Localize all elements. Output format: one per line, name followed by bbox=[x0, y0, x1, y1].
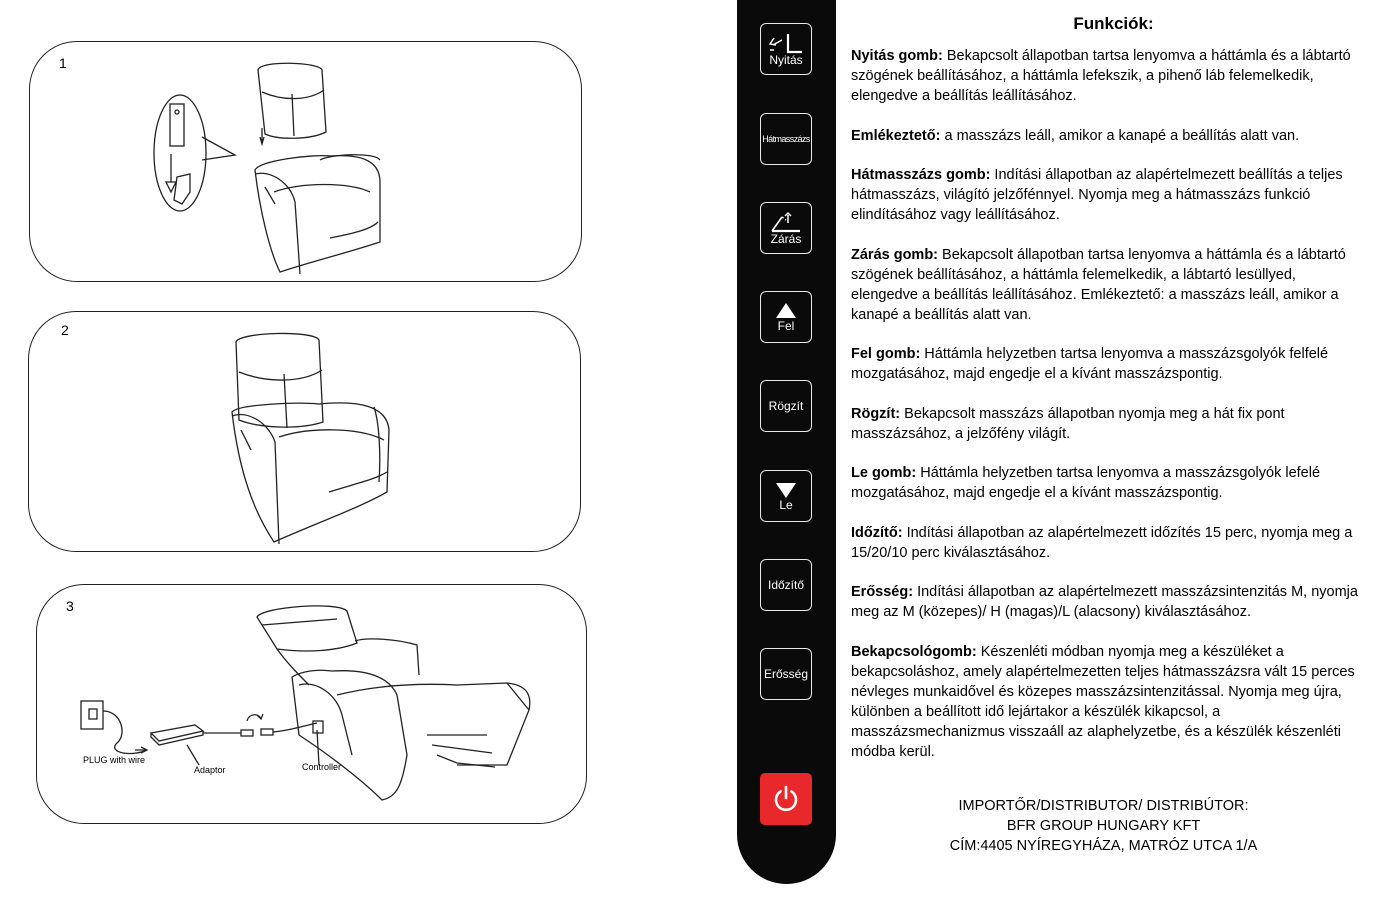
adaptor-label: Adaptor bbox=[194, 765, 226, 775]
recline-open-icon bbox=[768, 32, 804, 54]
open-button-label: Nyitás bbox=[769, 52, 803, 67]
function-term: Zárás gomb: bbox=[851, 246, 939, 263]
function-item bbox=[851, 523, 1366, 563]
function-text: Indítási állapotban az alapértelmezett masszázsintenzitás M, nyomja meg az M (közepes)/ H (magas)/L (alacsony) kiválasztásához. bbox=[851, 584, 1358, 620]
triangle-up-icon bbox=[775, 302, 797, 320]
recline-close-icon bbox=[768, 211, 804, 233]
fix-button-label: Rögzít bbox=[768, 398, 804, 413]
function-term: Hátmasszázs gomb: bbox=[851, 167, 991, 183]
function-text: Bekapcsolt állapotban tartsa lenyomva a háttámla és a lábtartó szögének beállításához, a háttámla felemelkedik, a lábtartó lesüllyed, elengedve a beállítás leállításához. Emlékeztető: a masszázs leáll, amikor a kanapé a beállítás alatt van. bbox=[851, 246, 1346, 323]
functions-title: Funkciók: bbox=[1073, 14, 1154, 33]
up-button-label: Fel bbox=[777, 318, 795, 333]
function-term: Nyitás gomb: bbox=[851, 48, 943, 64]
down-button[interactable] bbox=[760, 470, 812, 522]
function-item bbox=[851, 245, 1366, 325]
function-text: Bekapcsolt masszázs állapotban nyomja meg a hát fix pont masszázsához, a jelzőfény világít. bbox=[851, 405, 1285, 442]
intensity-button[interactable] bbox=[760, 648, 812, 700]
plug-label: PLUG with wire bbox=[83, 755, 146, 765]
function-term: Erősség: bbox=[851, 584, 914, 600]
assembled-chair-illustration bbox=[29, 312, 582, 553]
back-massage-button[interactable] bbox=[760, 113, 812, 165]
function-term: Fel gomb: bbox=[851, 346, 921, 362]
intensity-button-label: Erősség bbox=[763, 666, 809, 681]
up-button[interactable] bbox=[760, 291, 812, 343]
function-term: Emlékeztető: bbox=[851, 127, 941, 144]
importer-line: IMPORTŐR/DISTRIBUTOR/ DISTRIBÚTOR: bbox=[958, 798, 1249, 814]
backrest-attach-illustration bbox=[30, 42, 583, 283]
function-item bbox=[851, 642, 1366, 762]
function-item bbox=[851, 404, 1366, 444]
function-text: Készenléti módban nyomja meg a készüléket a bekapcsoláshoz, amely alapértelmezetten teljes hátmasszázsra vált 15 perces névleges munkaidővel és közepes masszázsintenzitással. Nyomja meg újra, különben a beállított idő lejártakor a készülék kikapcsol, a masszázsmechanizmus visszaáll az alaphelyzetbe, és a készülék készenléti módba kerül. bbox=[851, 643, 1355, 760]
assembly-step-3-panel bbox=[36, 584, 587, 824]
power-button[interactable] bbox=[760, 773, 812, 825]
power-icon bbox=[771, 784, 801, 814]
step-number: 1 bbox=[59, 55, 67, 71]
function-item bbox=[851, 463, 1366, 503]
function-term: Rögzít: bbox=[851, 405, 901, 422]
function-text: Háttámla helyzetben tartsa lenyomva a masszázsgolyók lefelé mozgatásához, majd engedje el a kívánt masszázspontig. bbox=[851, 465, 1321, 501]
close-button-label: Zárás bbox=[770, 231, 802, 246]
importer-company: BFR GROUP HUNGARY KFT bbox=[1006, 818, 1201, 834]
function-item bbox=[851, 344, 1366, 384]
step-number: 3 bbox=[66, 598, 74, 614]
open-button[interactable] bbox=[760, 23, 812, 75]
function-term: Le gomb: bbox=[851, 465, 917, 481]
functions-section bbox=[851, 12, 1366, 781]
importer-address: CÍM:4405 NYÍREGYHÁZA, MATRÓZ UTCA 1/A bbox=[949, 838, 1258, 854]
function-term: Bekapcsológomb: bbox=[851, 643, 977, 660]
assembly-step-2-panel bbox=[28, 311, 581, 552]
function-text: Bekapcsolt állapotban tartsa lenyomva a háttámla és a lábtartó szögének beállításához, a háttámla lefekszik, a pihenő láb felemelkedik, elengedve a beállítás leállításához. bbox=[851, 48, 1351, 104]
importer-info bbox=[851, 796, 1356, 856]
step-number: 2 bbox=[61, 322, 69, 338]
timer-button-label: Időzítő bbox=[767, 577, 805, 592]
down-button-label: Le bbox=[779, 497, 793, 512]
function-text: Indítási állapotban az alapértelmezett időzítés 15 perc, nyomja meg a 15/20/10 perc kiválasztásához. bbox=[851, 524, 1353, 561]
function-term: Időzítő: bbox=[851, 524, 903, 541]
close-button[interactable] bbox=[760, 202, 812, 254]
controller-label: Controller bbox=[302, 762, 342, 772]
function-item bbox=[851, 126, 1366, 146]
back-massage-button-label: Hátmasszázs bbox=[762, 133, 810, 144]
timer-button[interactable] bbox=[760, 559, 812, 611]
function-item bbox=[851, 582, 1366, 622]
triangle-down-icon bbox=[775, 481, 797, 499]
fix-button[interactable] bbox=[760, 380, 812, 432]
function-text: a masszázs leáll, amikor a kanapé a beállítás alatt van. bbox=[940, 127, 1300, 144]
function-text: Háttámla helyzetben tartsa lenyomva a masszázsgolyók felfelé mozgatásához, majd engedje el a kívánt masszázspontig. bbox=[851, 346, 1329, 382]
function-item bbox=[851, 46, 1366, 106]
function-item bbox=[851, 165, 1366, 225]
assembly-step-1-panel bbox=[29, 41, 582, 282]
power-connection-illustration bbox=[37, 585, 588, 825]
function-text: Indítási állapotban az alapértelmezett beállítás a teljes hátmasszázs, világító jelzőfénnyel. Nyomja meg a hátmasszázs funkció elindításához vagy leállításához. bbox=[851, 167, 1343, 223]
